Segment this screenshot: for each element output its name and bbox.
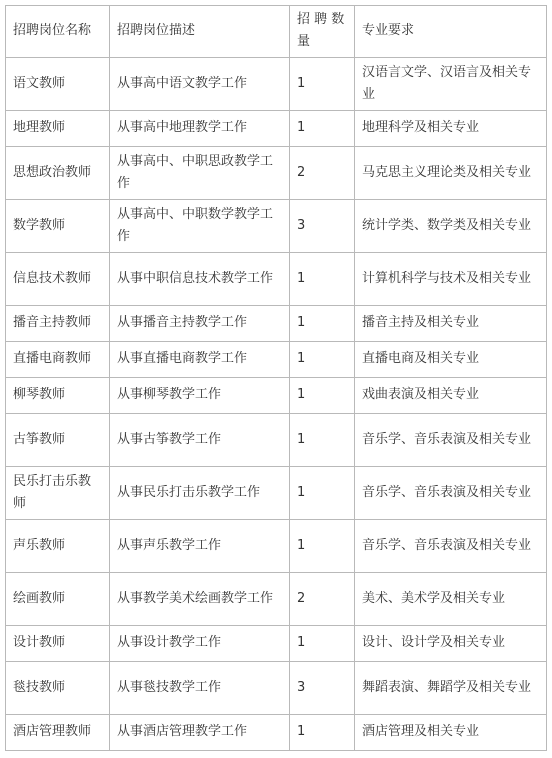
recruit-count: 1 bbox=[290, 715, 355, 751]
position-name: 直播电商教师 bbox=[6, 342, 110, 378]
table-row bbox=[6, 253, 547, 306]
major-requirement: 舞蹈表演、舞蹈学及相关专业 bbox=[355, 662, 547, 715]
position-name: 思想政治教师 bbox=[6, 147, 110, 200]
major-requirement: 酒店管理及相关专业 bbox=[355, 715, 547, 751]
major-requirement: 美术、美术学及相关专业 bbox=[355, 573, 547, 626]
position-description: 从事高中地理教学工作 bbox=[110, 111, 290, 147]
table-row bbox=[6, 111, 547, 147]
header-position-name: 招聘岗位名称 bbox=[6, 6, 110, 58]
position-description: 从事设计教学工作 bbox=[110, 626, 290, 662]
recruitment-table bbox=[5, 5, 547, 751]
recruit-count: 1 bbox=[290, 342, 355, 378]
position-name: 信息技术教师 bbox=[6, 253, 110, 306]
recruit-count: 1 bbox=[290, 58, 355, 111]
major-requirement: 音乐学、音乐表演及相关专业 bbox=[355, 520, 547, 573]
recruit-count: 3 bbox=[290, 200, 355, 253]
recruit-count: 2 bbox=[290, 147, 355, 200]
recruit-count: 1 bbox=[290, 626, 355, 662]
recruit-count: 3 bbox=[290, 662, 355, 715]
table-row bbox=[6, 626, 547, 662]
recruit-count: 1 bbox=[290, 111, 355, 147]
position-name: 民乐打击乐教师 bbox=[6, 467, 110, 520]
major-requirement: 汉语言文学、汉语言及相关专业 bbox=[355, 58, 547, 111]
position-name: 数学教师 bbox=[6, 200, 110, 253]
table-row bbox=[6, 58, 547, 111]
position-description: 从事酒店管理教学工作 bbox=[110, 715, 290, 751]
table-row bbox=[6, 414, 547, 467]
table-row bbox=[6, 662, 547, 715]
position-description: 从事柳琴教学工作 bbox=[110, 378, 290, 414]
table-row bbox=[6, 573, 547, 626]
recruitment-table-container bbox=[5, 5, 546, 751]
recruit-count: 1 bbox=[290, 520, 355, 573]
major-requirement: 地理科学及相关专业 bbox=[355, 111, 547, 147]
table-row bbox=[6, 467, 547, 520]
header-major-requirement: 专业要求 bbox=[355, 6, 547, 58]
position-description: 从事播音主持教学工作 bbox=[110, 306, 290, 342]
header-position-description: 招聘岗位描述 bbox=[110, 6, 290, 58]
position-name: 语文教师 bbox=[6, 58, 110, 111]
recruit-count: 2 bbox=[290, 573, 355, 626]
major-requirement: 统计学类、数学类及相关专业 bbox=[355, 200, 547, 253]
table-row bbox=[6, 715, 547, 751]
table-row bbox=[6, 378, 547, 414]
major-requirement: 戏曲表演及相关专业 bbox=[355, 378, 547, 414]
position-description: 从事直播电商教学工作 bbox=[110, 342, 290, 378]
table-row bbox=[6, 147, 547, 200]
recruit-count: 1 bbox=[290, 414, 355, 467]
position-name: 播音主持教师 bbox=[6, 306, 110, 342]
position-name: 酒店管理教师 bbox=[6, 715, 110, 751]
recruit-count: 1 bbox=[290, 253, 355, 306]
major-requirement: 音乐学、音乐表演及相关专业 bbox=[355, 414, 547, 467]
recruit-count: 1 bbox=[290, 467, 355, 520]
position-name: 毯技教师 bbox=[6, 662, 110, 715]
position-description: 从事古筝教学工作 bbox=[110, 414, 290, 467]
major-requirement: 音乐学、音乐表演及相关专业 bbox=[355, 467, 547, 520]
position-name: 柳琴教师 bbox=[6, 378, 110, 414]
major-requirement: 计算机科学与技术及相关专业 bbox=[355, 253, 547, 306]
recruit-count: 1 bbox=[290, 378, 355, 414]
table-row bbox=[6, 342, 547, 378]
position-description: 从事高中、中职数学教学工作 bbox=[110, 200, 290, 253]
position-description: 从事声乐教学工作 bbox=[110, 520, 290, 573]
position-description: 从事中职信息技术教学工作 bbox=[110, 253, 290, 306]
recruit-count: 1 bbox=[290, 306, 355, 342]
table-row bbox=[6, 200, 547, 253]
position-description: 从事教学美术绘画教学工作 bbox=[110, 573, 290, 626]
major-requirement: 播音主持及相关专业 bbox=[355, 306, 547, 342]
position-description: 从事高中语文教学工作 bbox=[110, 58, 290, 111]
table-row bbox=[6, 306, 547, 342]
position-description: 从事高中、中职思政教学工作 bbox=[110, 147, 290, 200]
major-requirement: 马克思主义理论类及相关专业 bbox=[355, 147, 547, 200]
position-name: 古筝教师 bbox=[6, 414, 110, 467]
table-header-row bbox=[6, 6, 547, 58]
position-name: 声乐教师 bbox=[6, 520, 110, 573]
position-name: 绘画教师 bbox=[6, 573, 110, 626]
position-name: 设计教师 bbox=[6, 626, 110, 662]
position-description: 从事毯技教学工作 bbox=[110, 662, 290, 715]
major-requirement: 设计、设计学及相关专业 bbox=[355, 626, 547, 662]
header-recruit-count: 招 聘 数 量 bbox=[290, 6, 355, 58]
position-description: 从事民乐打击乐教学工作 bbox=[110, 467, 290, 520]
major-requirement: 直播电商及相关专业 bbox=[355, 342, 547, 378]
table-row bbox=[6, 520, 547, 573]
position-name: 地理教师 bbox=[6, 111, 110, 147]
